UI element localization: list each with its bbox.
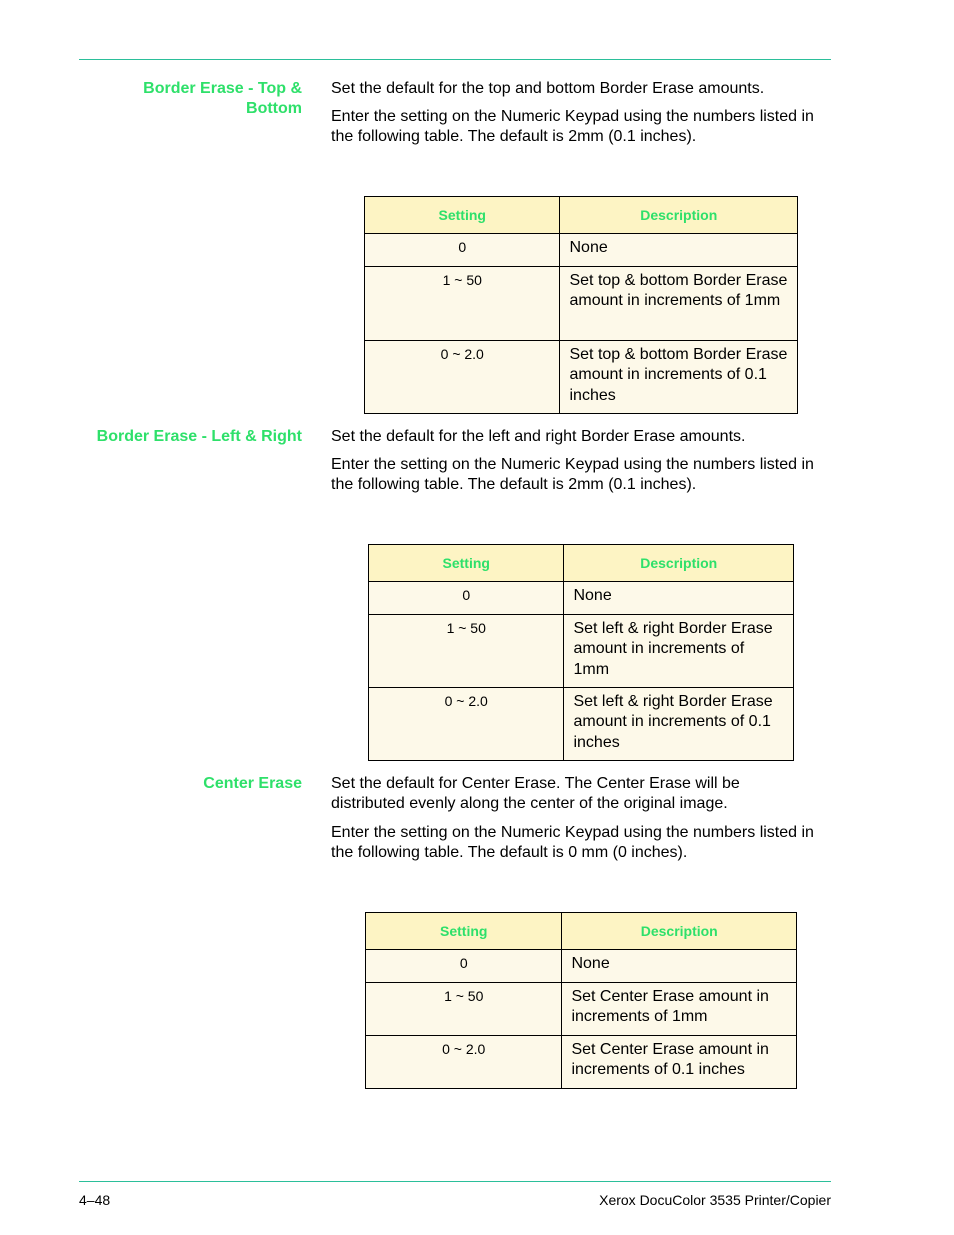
column-header-description: Description [564,545,794,582]
setting-cell: 0 [369,582,564,615]
setting-cell: 1 ~ 50 [365,267,560,341]
description-cell: Set left & right Border Erase amount in increments of 0.1 inches [564,688,794,761]
settings-table-left-right [368,544,794,761]
heading-line: Bottom [246,100,302,117]
table-row [366,950,797,983]
setting-cell: 0 [366,950,562,983]
column-header-description: Description [562,913,797,950]
table-row [369,688,794,761]
top-rule [79,59,831,60]
column-header-setting: Setting [369,545,564,582]
table-row [369,615,794,688]
paragraph: Enter the setting on the Numeric Keypad using the numbers listed in the following table. The default is 0 mm (0 inches). [331,824,814,861]
settings-table-top-bottom [364,196,798,414]
setting-cell: 0 ~ 2.0 [366,1036,562,1089]
setting-cell: 0 ~ 2.0 [369,688,564,761]
section-heading-center-erase [62,774,302,794]
paragraph: Set the default for the top and bottom Border Erase amounts. [331,80,765,97]
heading-line: Border Erase - Top & [143,80,302,97]
column-header-setting: Setting [366,913,562,950]
setting-cell: 1 ~ 50 [369,615,564,688]
description-cell: None [562,950,797,983]
description-cell: Set Center Erase amount in increments of 1mm [562,983,797,1036]
heading-line: Center Erase [203,775,302,792]
setting-cell: 0 [365,234,560,267]
table-header-row [366,913,797,950]
paragraph: Enter the setting on the Numeric Keypad using the numbers listed in the following table. The default is 2mm (0.1 inches). [331,456,814,493]
table-header-row [365,197,798,234]
paragraph: Set the default for the left and right Border Erase amounts. [331,428,746,445]
bottom-rule [79,1181,831,1182]
paragraph: Set the default for Center Erase. The Center Erase will be distributed evenly along the center of the original image. [331,775,740,812]
column-header-description: Description [560,197,798,234]
heading-line: Border Erase - Left & Right [96,428,302,445]
column-header-setting: Setting [365,197,560,234]
description-cell: None [564,582,794,615]
product-name: Xerox DocuColor 3535 Printer/Copier [599,1192,831,1208]
description-cell: Set top & bottom Border Erase amount in increments of 0.1 inches [560,341,798,414]
table-row [365,234,798,267]
page-number: 4–48 [79,1192,111,1208]
table-row [365,267,798,341]
table-row [366,1036,797,1089]
table-row [366,983,797,1036]
setting-cell: 0 ~ 2.0 [365,341,560,414]
description-cell: Set Center Erase amount in increments of 0.1 inches [562,1036,797,1089]
settings-table-center-erase [365,912,797,1089]
description-cell: Set top & bottom Border Erase amount in increments of 1mm [560,267,798,341]
table-header-row [369,545,794,582]
paragraph: Enter the setting on the Numeric Keypad using the numbers listed in the following table. The default is 2mm (0.1 inches). [331,108,814,145]
table-row [369,582,794,615]
section-heading-top-bottom [62,79,302,119]
setting-cell: 1 ~ 50 [366,983,562,1036]
description-cell: None [560,234,798,267]
table-row [365,341,798,414]
section-heading-left-right [62,427,302,447]
description-cell: Set left & right Border Erase amount in increments of 1mm [564,615,794,688]
